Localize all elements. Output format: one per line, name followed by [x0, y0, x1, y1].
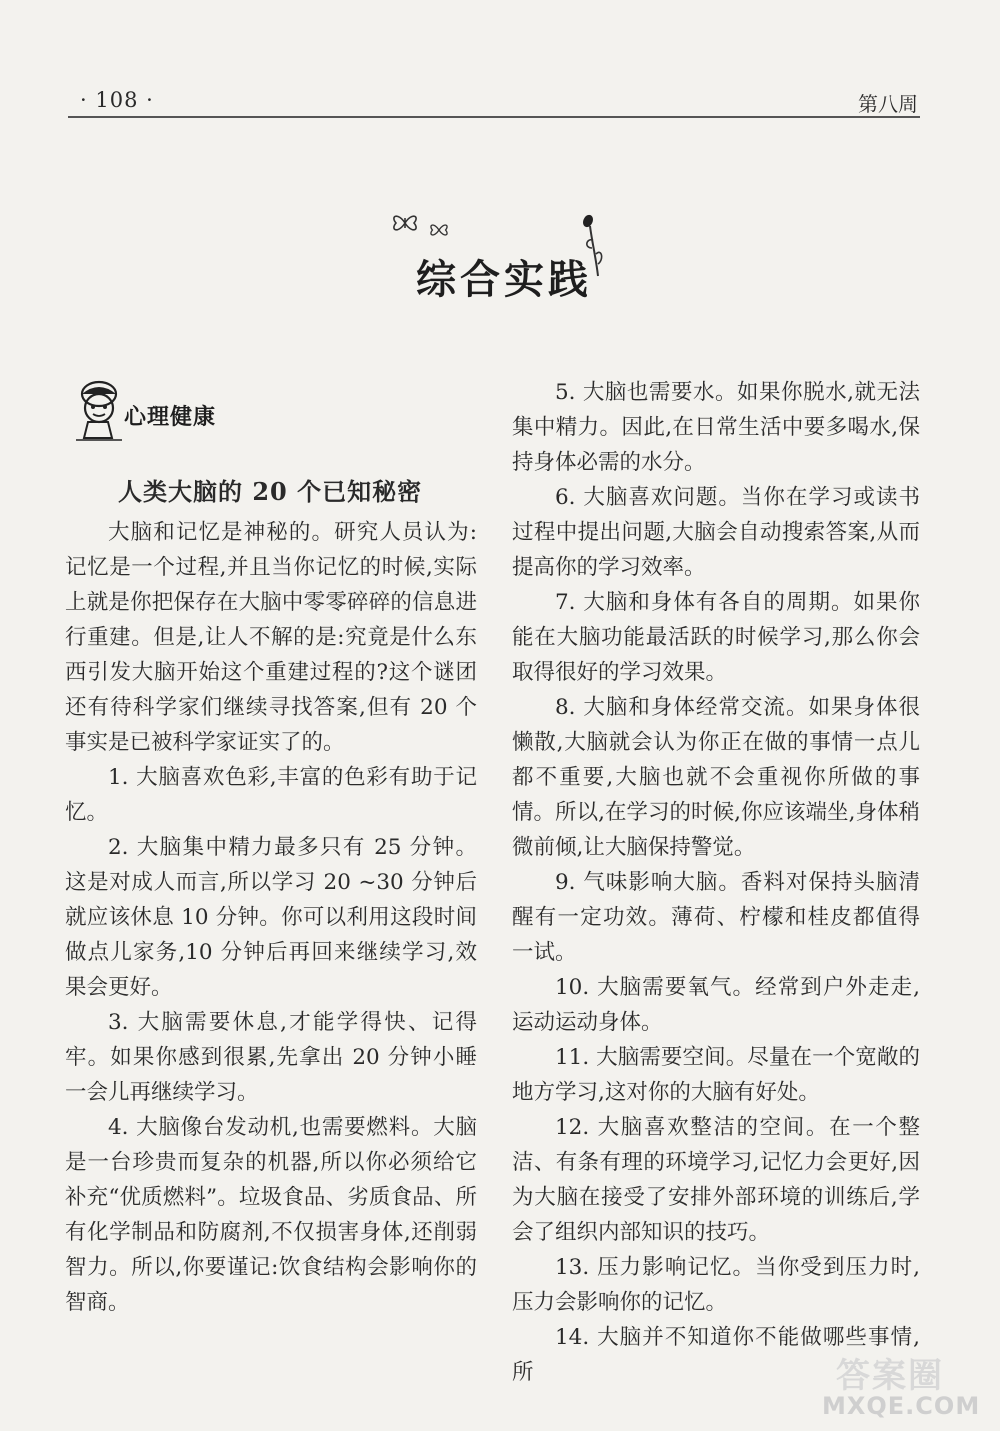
paragraph: 大脑和记忆是神秘的。研究人员认为:记忆是一个过程,并且当你记忆的时候,实际上就是你把保存在大脑中零零碎碎的信息进行重建。但是,让人不解的是:究竟是什么东西引发大脑开始这个重建过程的?这个谜团还有待科学家们继续寻找答案,但有 20 个事实是已被科学家证实了的。	[65, 520, 477, 755]
badge-label: 心理健康	[124, 405, 217, 430]
butterfly-icon	[390, 212, 420, 234]
paragraph: 13. 压力影响记忆。当你受到压力时,压力会影响你的记忆。	[512, 1255, 920, 1315]
paragraph: 7. 大脑和身体有各自的周期。如果你能在大脑功能最活跃的时候学习,那么你会取得很好的学习效果。	[512, 590, 920, 685]
watermark-logo-text: 答案圈	[836, 1356, 944, 1396]
butterfly-icon	[428, 222, 450, 238]
paragraph: 11. 大脑需要空间。尽量在一个宽敞的地方学习,这对你的大脑有好处。	[512, 1045, 920, 1105]
section-title-block	[380, 208, 640, 308]
paragraph: 8. 大脑和身体经常交流。如果身体很懒散,大脑就会认为你正在做的事情一点儿都不重要,大脑也就不会重视你所做的事情。所以,在学习的时候,你应该端坐,身体稍微前倾,让大脑保持警觉。	[512, 695, 920, 860]
section-title: 综合实践	[416, 257, 592, 303]
paragraph: 1. 大脑喜欢色彩,丰富的色彩有助于记忆。	[65, 765, 477, 825]
cartoon-kid-icon	[72, 378, 126, 444]
page-number: · 108 ·	[80, 88, 154, 112]
page-header	[68, 78, 920, 118]
psychology-badge	[72, 378, 272, 446]
paragraph: 5. 大脑也需要水。如果你脱水,就无法集中精力。因此,在日常生活中要多喝水,保持身体必需的水分。	[512, 380, 920, 475]
section-label: 第八周	[858, 92, 918, 116]
article-title: 人类大脑的 20 个已知秘密	[118, 477, 423, 506]
paragraph: 4. 大脑像台发动机,也需要燃料。大脑是一台珍贵而复杂的机器,所以你必须给它补充“优质燃料”。垃圾食品、劣质食品、所有化学制品和防腐剂,不仅损害身体,还削弱智力。所以,你要谨记:饮食结构会影响你的智商。	[65, 1115, 477, 1315]
paragraph: 10. 大脑需要氧气。经常到户外走走,运动运动身体。	[512, 975, 920, 1035]
paragraph: 14. 大脑并不知道你不能做哪些事情,所	[512, 1325, 920, 1385]
paragraph: 6. 大脑喜欢问题。当你在学习或读书过程中提出问题,大脑会自动搜索答案,从而提高你的学习效率。	[512, 485, 920, 580]
paragraph: 3. 大脑需要休息,才能学得快、记得牢。如果你感到很累,先拿出 20 分钟小睡一会儿再继续学习。	[65, 1010, 477, 1105]
left-column	[65, 515, 477, 1320]
paragraph: 9. 气味影响大脑。香料对保持头脑清醒有一定功效。薄荷、柠檬和桂皮都值得一试。	[512, 870, 920, 965]
paragraph: 2. 大脑集中精力最多只有 25 分钟。这是对成人而言,所以学习 20 ~30 分钟后就应该休息 10 分钟。你可以利用这段时间做点儿家务,10 分钟后再回来继续学习,效果会更好。	[65, 835, 477, 1000]
header-rule	[68, 116, 920, 118]
paragraph: 12. 大脑喜欢整洁的空间。在一个整洁、有条有理的环境学习,记忆力会更好,因为大脑在接受了安排外部环境的训练后,学会了组织内部知识的技巧。	[512, 1115, 920, 1245]
watermark	[812, 1348, 992, 1428]
watermark-url: MXQE.COM	[822, 1392, 981, 1420]
right-column	[512, 375, 920, 1390]
